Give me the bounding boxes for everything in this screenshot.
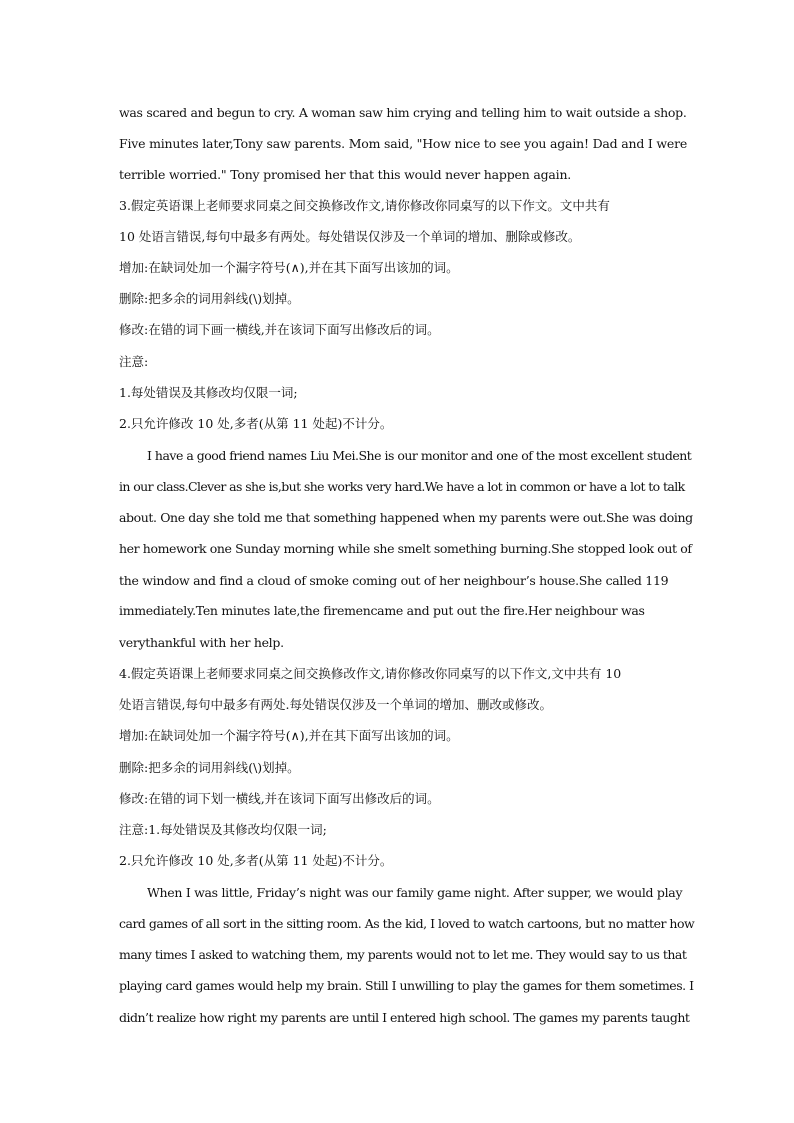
q4-note-item: 2.只允许修改 10 处,多者(从第 11 处起)不计分。 xyxy=(119,853,393,868)
q4-add-rule: 增加:在缺词处加一个漏字符号(∧),并在其下面写出该加的词。 xyxy=(119,728,459,743)
q3-passage-line: immediately.Ten minutes late,the firemencame and put out the fire.Her neighbour was xyxy=(119,603,645,618)
q4-instruction-line: 4.假定英语课上老师要求同桌之间交换修改作文,请你修改你同桌写的以下作文,文中共有 10 xyxy=(119,666,622,681)
q3-delete-rule: 删除:把多余的词用斜线(\)划掉。 xyxy=(119,291,300,306)
story-line: terrible worried." Tony promised her that this would never happen again. xyxy=(119,167,572,182)
q4-passage-line: didn’t realize how right my parents are until I entered high school. The games my parents taught xyxy=(119,1010,690,1025)
q3-note-item: 2.只允许修改 10 处,多者(从第 11 处起)不计分。 xyxy=(119,416,393,431)
q4-passage-line: card games of all sort in the sitting room. As the kid, I loved to watch cartoons, but no matter how xyxy=(119,916,695,931)
q3-passage-line: in our class.Clever as she is,but she works very hard.We have a lot in common or have a lot to talk xyxy=(119,479,685,494)
q3-note-item: 1.每处错误及其修改均仅限一词; xyxy=(119,385,298,400)
q4-delete-rule: 删除:把多余的词用斜线(\)划掉。 xyxy=(119,760,300,775)
q3-passage-line: about. One day she told me that something happened when my parents were out.She was doing xyxy=(119,510,693,525)
q3-modify-rule: 修改:在错的词下画一横线,并在该词下面写出修改后的词。 xyxy=(119,322,440,337)
q4-instruction-line: 处语言错误,每句中最多有两处.每处错误仅涉及一个单词的增加、删改或修改。 xyxy=(119,697,552,712)
q3-instruction-line: 10 处语言错误,每句中最多有两处。每处错误仅涉及一个单词的增加、删除或修改。 xyxy=(119,229,581,244)
story-line: Five minutes later,Tony saw parents. Mom said, "How nice to see you again! Dad and I were xyxy=(119,136,688,151)
q4-passage-line: many times I asked to watching them, my parents would not to let me. They would say to us that xyxy=(119,947,687,962)
q3-add-rule: 增加:在缺词处加一个漏字符号(∧),并在其下面写出该加的词。 xyxy=(119,260,459,275)
q4-modify-rule: 修改:在错的词下划一横线,并在该词下面写出修改后的词。 xyxy=(119,791,440,806)
q4-note-item: 注意:1.每处错误及其修改均仅限一词; xyxy=(119,822,327,837)
story-line: was scared and begun to cry. A woman saw him crying and telling him to wait outside a shop. xyxy=(119,105,687,120)
q4-passage-line: playing card games would help my brain. Still I unwilling to play the games for them sometimes. I xyxy=(119,978,694,993)
q4-passage-line: When I was little, Friday’s night was our family game night. After supper, we would play xyxy=(147,885,683,900)
q3-passage-line: her homework one Sunday morning while she smelt something burning.She stopped look out of xyxy=(119,541,692,556)
q3-passage-line: verythankful with her help. xyxy=(119,635,284,650)
q3-passage-line: the window and find a cloud of smoke coming out of her neighbour’s house.She called 119 xyxy=(119,573,669,588)
q3-note-heading: 注意: xyxy=(119,354,149,369)
q3-passage-line: I have a good friend names Liu Mei.She is our monitor and one of the most excellent student xyxy=(147,448,692,463)
q3-instruction-line: 3.假定英语课上老师要求同桌之间交换修改作文,请你修改你同桌写的以下作文。文中共有 xyxy=(119,198,610,213)
